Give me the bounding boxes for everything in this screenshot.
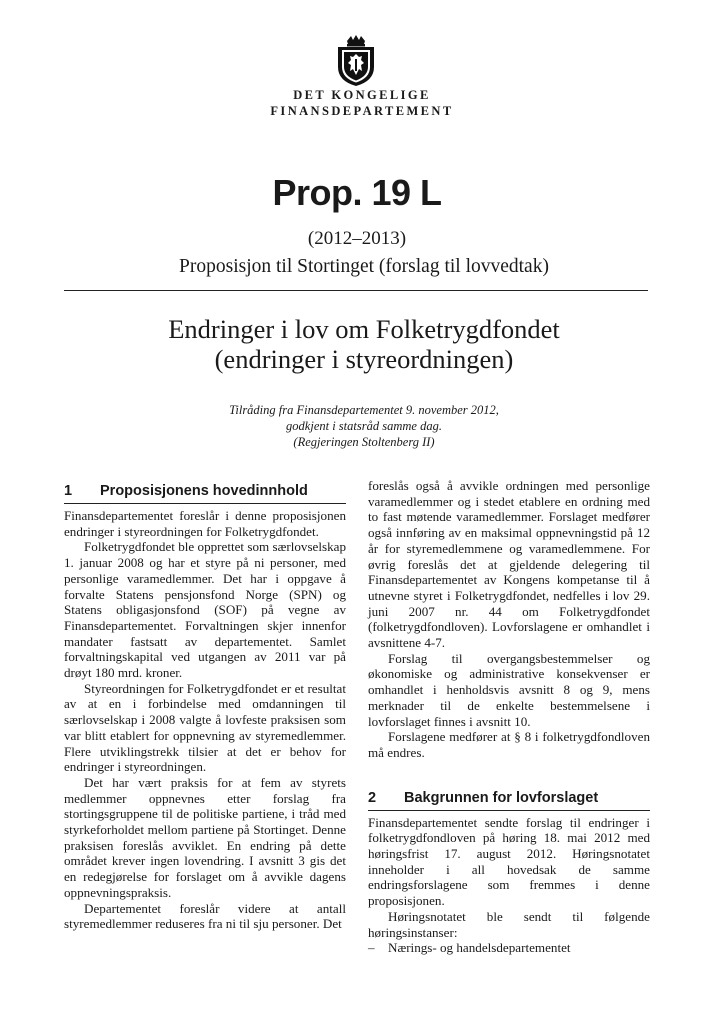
left-column <box>64 478 346 932</box>
list-item: – Nærings- og handelsdepartementet <box>368 940 571 956</box>
approval-note <box>64 402 664 450</box>
approval-line2: godkjent i statsråd samme dag. <box>286 419 442 433</box>
right-column <box>368 478 650 956</box>
approval-line1: Tilråding fra Finansdepartementet 9. november 2012, <box>229 403 499 417</box>
section-heading <box>368 785 650 811</box>
session-period: (2012–2013) <box>307 228 407 249</box>
paragraph: Styreordningen for Folketrygdfondet er et resultat av at en i forbindelse med omdanningen til særlovselskap i 2008 valgte å lovfeste praksisen som var blitt etablert for oppnevning av styremedlemmer. Flere utviklingstrekk tilsier at det er behov for endringer i styreordningen. <box>64 680 346 775</box>
list-item-text: Nærings- og handelsdepartementet <box>388 940 571 956</box>
title-divider <box>64 290 648 291</box>
section-number: 2 <box>368 789 377 806</box>
proposition-type: Proposisjon til Stortinget (forslag til lovvedtak) <box>179 256 549 277</box>
document-title-line2: (endringer i styreordningen) <box>214 344 514 374</box>
proposition-number: Prop. 19 L <box>272 172 442 213</box>
paragraph: Finansdepartementet sendte forslag til endringer i folketrygdfondloven på høring 18. mai 2012 med høringsfrist 17. august 2012. Høringsnotatet inneholder i all hovedsak de samme endringsforslagene som fremmes i denne proposisjonen. <box>368 814 650 909</box>
section-heading <box>64 478 346 504</box>
section-title: Bakgrunnen for lovforslaget <box>404 789 599 806</box>
paragraph: Forslagene medfører at § 8 i folketrygdfondloven må endres. <box>368 729 650 760</box>
paragraph: Folketrygdfondet ble opprettet som særlovselskap 1. januar 2008 og har et styre på ni personer, med personlige varamedlemmer. Det har i oppgave å forvalte Statens pensjonsfond Norge (SPN) og Statens obligasjonsfond (SOF) på vegne av Finansdepartementet. Forvaltningen skjer innenfor mandater fastsatt av departementet. Samlet forvaltningskapital ved utgangen av 2011 var på drøyt 180 mrd. kroner. <box>64 539 346 681</box>
paragraph: Det har vært praksis for at fem av styrets medlemmer oppnevnes etter forslag fra stortingsgruppene til de politiske partiene, i tråd med styrkeforholdet mellom partiene på Stortinget. Denne praksisen foreslås avviklet. En endring på dette området krever ingen lovendring. I avsnitt 3 gis det en redegjørelse for forslaget om å avvikle dagens oppnevningspraksis. <box>64 774 346 900</box>
paragraph: Finansdepartementet foreslår i denne proposisjonen endringer i styreordningen for Folketrygdfondet. <box>64 508 346 539</box>
paragraph: Departementet foreslår videre at antall styremedlemmer reduseres fra ni til sju personer. Det <box>64 900 346 932</box>
document-title <box>64 314 664 374</box>
ministry-name-line2: FINANSDEPARTEMENT <box>270 104 454 118</box>
section-number: 1 <box>64 483 73 499</box>
approval-line3: (Regjeringen Stoltenberg II) <box>293 435 435 449</box>
paragraph-continued: foreslås også å avvikle ordningen med personlige varamedlemmer og i stedet etablere en ordning med to fast møtende varamedlemmer. Forslaget medfører også innføring av en maksimal oppnevningstid på 12 år for styremedlemmene og varamedlemmene. For øvrig foreslås det at gjeldende delegering til Finansdepartementet av Kongens kompetanse til å utnevne styret i Folketrygdfondet, nedfelles i lov 29. juni 2007 nr. 44 om Folketrygdfondet (folketrygdfondloven). Lovforslagene er omhandlet i avsnittene 4-7. <box>368 478 650 651</box>
section-title: Proposisjonens hovedinnhold <box>100 483 308 499</box>
document-title-line1: Endringer i lov om Folketrygdfondet <box>168 314 560 344</box>
paragraph: Høringsnotatet ble sendt til følgende høringsinstanser: <box>368 908 650 940</box>
coat-of-arms-icon <box>334 35 378 87</box>
ministry-name-line1: DET KONGELIGE <box>293 88 431 102</box>
paragraph: Forslag til overgangsbestemmelser og økonomiske og administrative konsekvenser er omhandlet i henholdsvis avsnitt 8 og 9, mens merknader til de enkelte bestemmelsene i lovforslaget finnes i avsnitt 10. <box>368 650 650 729</box>
